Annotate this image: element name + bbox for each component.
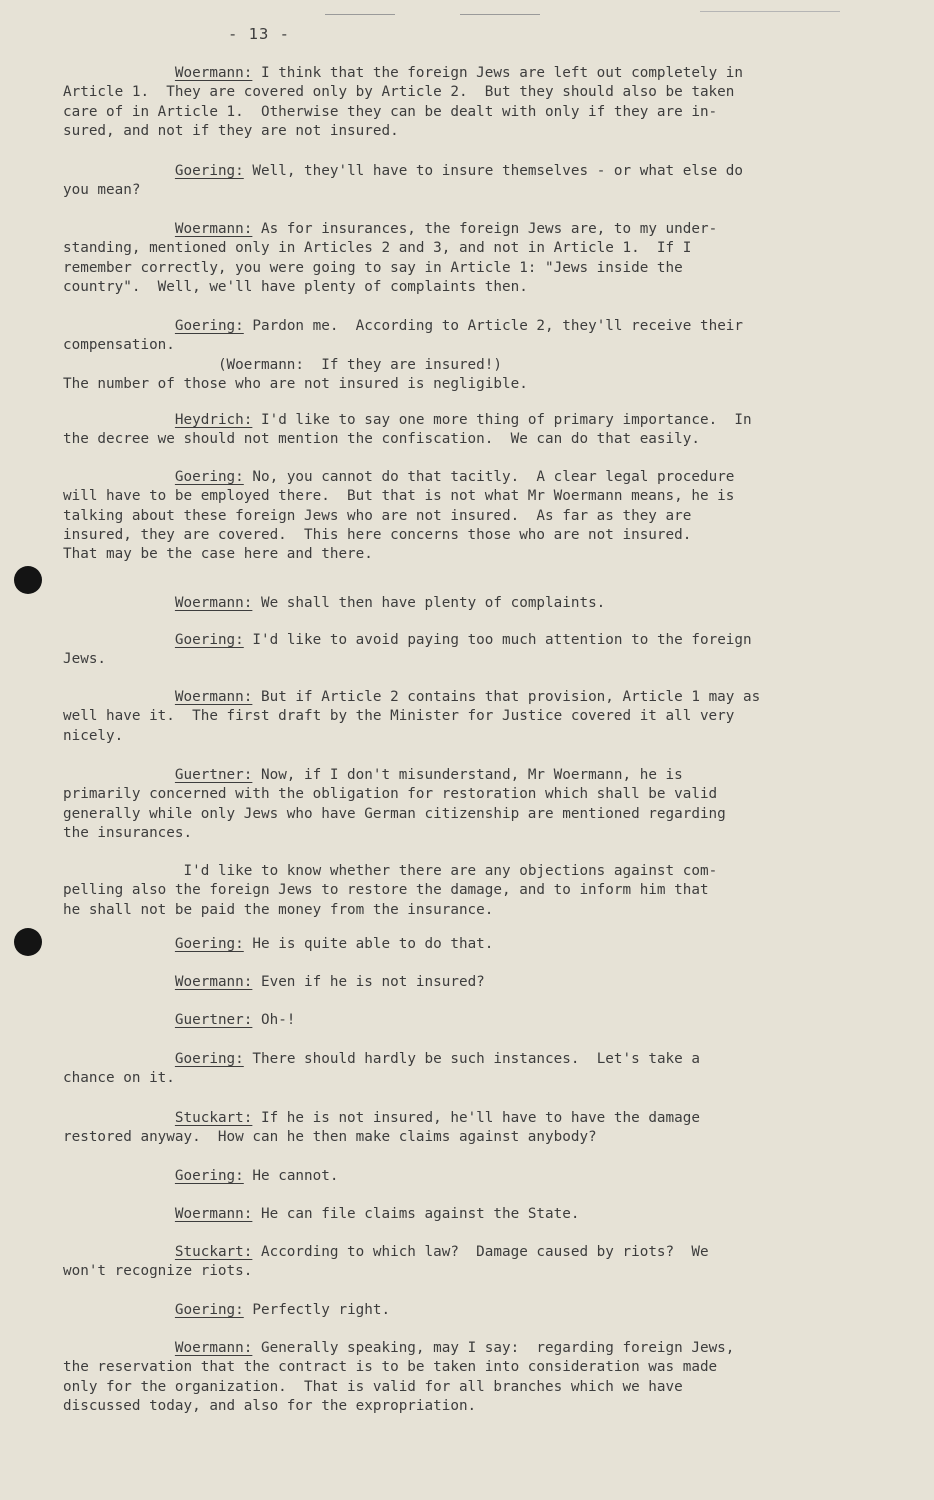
dialogue-line: If he is not insured, he'll have to have the damage [260, 1110, 700, 1126]
dialogue-paragraph [63, 1167, 338, 1186]
dialogue-line: won't recognize riots. [63, 1263, 253, 1280]
dialogue-paragraph [63, 1339, 734, 1416]
dialogue-line: pelling also the foreign Jews to restore the damage, and to inform him that [63, 882, 709, 899]
speaker-name: Stuckart: [174, 1244, 253, 1260]
dialogue-line: will have to be employed there. But that is not what Mr Woermann means, he is [63, 488, 735, 505]
dialogue-line: Oh-! [260, 1012, 296, 1028]
dialogue-line: remember correctly, you were going to say in Article 1: "Jews inside the [63, 259, 683, 276]
speaker-name: Woermann: [174, 65, 253, 81]
speaker-name: Stuckart: [174, 1110, 253, 1126]
dialogue-line: he shall not be paid the money from the insurance. [63, 901, 494, 918]
dialogue-line: There should hardly be such instances. Let's take a [252, 1051, 700, 1067]
dialogue-line: I'd like to know whether there are any objections against com- [183, 863, 718, 879]
speaker-name: Goering: [174, 1168, 244, 1184]
dialogue-line: I'd like to say one more thing of primary importance. In [260, 412, 752, 428]
dialogue-line: But if Article 2 contains that provision, Article 1 may as [260, 689, 761, 705]
speaker-name: Goering: [174, 936, 244, 952]
speaker-name: Goering: [174, 1302, 244, 1318]
dialogue-line: the insurances. [63, 824, 193, 841]
dialogue-line: insured, they are covered. This here concerns those who are not insured. [63, 526, 692, 543]
dialogue-paragraph [63, 766, 726, 843]
speaker-name: Goering: [174, 163, 244, 179]
dialogue-line: generally while only Jews who have German citizenship are mentioned regarding [63, 805, 726, 822]
dialogue-line: He is quite able to do that. [252, 936, 494, 952]
dialogue-paragraph [63, 973, 485, 992]
dialogue-paragraph [63, 411, 752, 450]
dialogue-line: Jews. [63, 651, 107, 668]
dialogue-paragraph [63, 468, 734, 564]
dialogue-line: restored anyway. How can he then make claims against anybody? [63, 1129, 597, 1146]
stray-mark [700, 11, 840, 12]
page-number: - 13 - [228, 25, 290, 43]
dialogue-paragraph [63, 1050, 700, 1089]
dialogue-paragraph [63, 162, 743, 201]
speaker-name: Woermann: [174, 974, 253, 990]
dialogue-paragraph [63, 317, 743, 356]
dialogue-paragraph [63, 1011, 295, 1030]
dialogue-line: the decree we should not mention the confiscation. We can do that easily. [63, 431, 700, 448]
dialogue-line: nicely. [63, 727, 124, 744]
stray-mark [460, 14, 540, 15]
dialogue-line: He can file claims against the State. [260, 1206, 580, 1222]
speaker-name: Woermann: [174, 689, 253, 705]
speaker-name: Goering: [174, 469, 244, 485]
dialogue-paragraph [63, 594, 605, 613]
dialogue-line: talking about these foreign Jews who are not insured. As far as they are [63, 507, 692, 524]
dialogue-line: Now, if I don't misunderstand, Mr Woermann, he is [260, 767, 683, 783]
dialogue-line: That may be the case here and there. [63, 546, 373, 563]
dialogue-paragraph [63, 1109, 700, 1148]
speaker-name: Guertner: [174, 767, 253, 783]
speaker-name: Heydrich: [174, 412, 253, 428]
dialogue-line: only for the organization. That is valid for all branches which we have [63, 1378, 683, 1395]
punch-hole [14, 566, 42, 594]
dialogue-line: He cannot. [252, 1168, 339, 1184]
dialogue-line: The number of those who are not insured is negligible. [63, 376, 528, 393]
speaker-name: Goering: [174, 632, 244, 648]
stray-mark [325, 14, 395, 15]
dialogue-line: compensation. [63, 337, 175, 354]
dialogue-paragraph [63, 935, 493, 954]
speaker-name: Guertner: [174, 1012, 253, 1028]
dialogue-line: As for insurances, the foreign Jews are, to my under- [260, 221, 718, 237]
dialogue-line: country". Well, we'll have plenty of complaints then. [63, 278, 528, 295]
speaker-name: Goering: [174, 1051, 244, 1067]
dialogue-line: Pardon me. According to Article 2, they'll receive their [252, 318, 744, 334]
dialogue-line: Even if he is not insured? [260, 974, 485, 990]
dialogue-line: I think that the foreign Jews are left out completely in [260, 65, 744, 81]
dialogue-paragraph [63, 356, 528, 395]
speaker-name: Woermann: [174, 221, 253, 237]
punch-hole [14, 928, 42, 956]
dialogue-line: According to which law? Damage caused by riots? We [260, 1244, 709, 1260]
speaker-name: Woermann: [174, 1340, 253, 1356]
dialogue-line: care of in Article 1. Otherwise they can be dealt with only if they are in- [63, 103, 718, 120]
dialogue-paragraph [63, 1205, 579, 1224]
dialogue-line: Perfectly right. [252, 1302, 391, 1318]
speaker-name: Woermann: [174, 595, 253, 611]
dialogue-paragraph [63, 220, 717, 297]
dialogue-line: Article 1. They are covered only by Article 2. But they should also be taken [63, 84, 735, 101]
dialogue-line: chance on it. [63, 1070, 175, 1087]
dialogue-line: I'd like to avoid paying too much attention to the foreign [252, 632, 752, 648]
dialogue-paragraph [63, 64, 743, 141]
dialogue-line: Well, they'll have to insure themselves - or what else do [252, 163, 744, 179]
dialogue-line: you mean? [63, 182, 141, 199]
dialogue-paragraph [63, 1301, 390, 1320]
dialogue-line: Generally speaking, may I say: regarding foreign Jews, [260, 1340, 735, 1356]
dialogue-line: No, you cannot do that tacitly. A clear legal procedure [252, 469, 735, 485]
dialogue-line: We shall then have plenty of complaints. [260, 595, 606, 611]
speaker-name: Woermann: [174, 1206, 253, 1222]
dialogue-line: well have it. The first draft by the Minister for Justice covered it all very [63, 708, 735, 725]
dialogue-line: the reservation that the contract is to be taken into consideration was made [63, 1359, 718, 1376]
dialogue-paragraph [63, 862, 717, 920]
dialogue-paragraph [63, 631, 752, 670]
dialogue-paragraph [63, 688, 760, 746]
dialogue-line: primarily concerned with the obligation for restoration which shall be valid [63, 786, 718, 803]
interjection: (Woermann: If they are insured!) [217, 357, 502, 373]
speaker-name: Goering: [174, 318, 244, 334]
dialogue-line: discussed today, and also for the expropriation. [63, 1397, 477, 1414]
dialogue-line: standing, mentioned only in Articles 2 and 3, and not in Article 1. If I [63, 240, 692, 257]
dialogue-paragraph [63, 1243, 709, 1282]
dialogue-line: sured, and not if they are not insured. [63, 122, 399, 139]
